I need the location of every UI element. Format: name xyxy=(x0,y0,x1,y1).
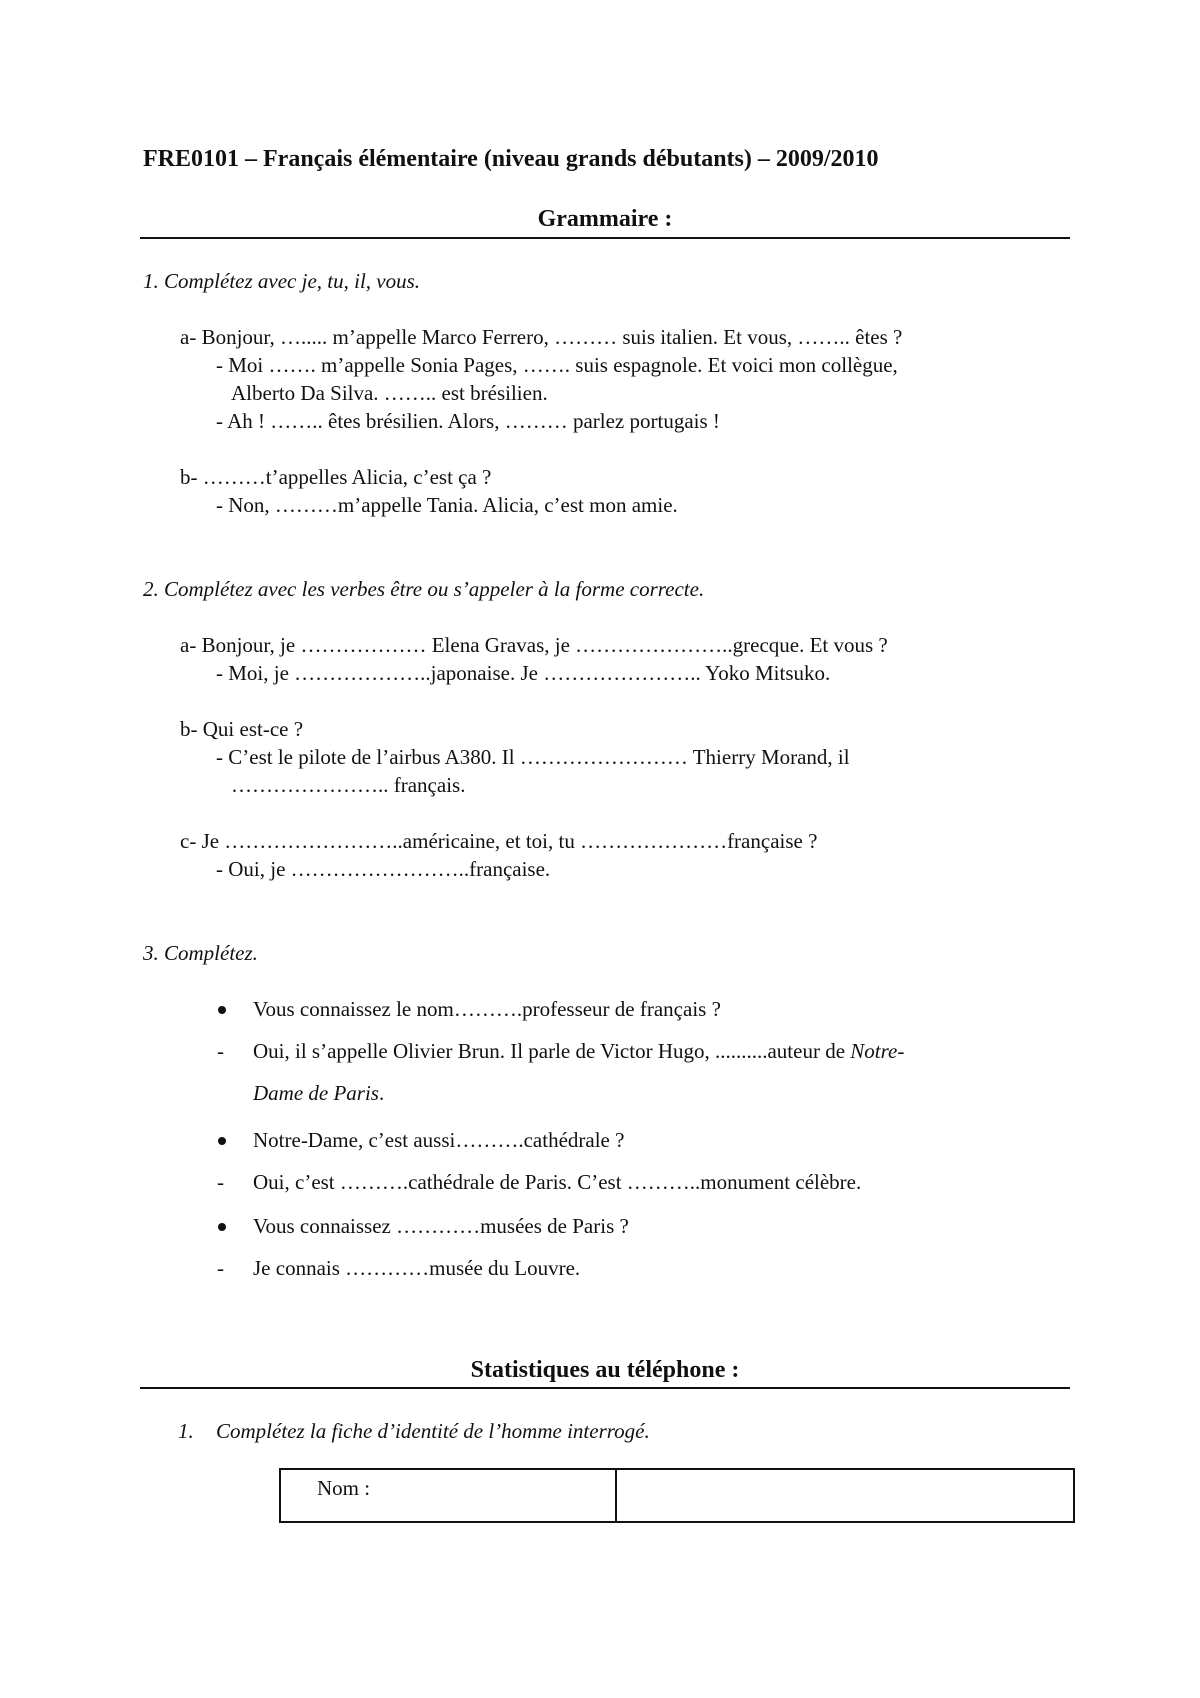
bullet-icon xyxy=(218,1006,226,1014)
ex3-item-5: Vous connaissez …………musées de Paris ? xyxy=(253,1214,629,1238)
dash-marker: - xyxy=(217,1039,224,1063)
ex3-item-2-italic: Notre- xyxy=(850,1039,905,1063)
bullet-icon xyxy=(218,1137,226,1145)
table-row xyxy=(280,1469,1074,1522)
ex2-line-a2: - Moi, je ………………..japonaise. Je ………………….. Yoko Mitsuko. xyxy=(216,661,831,685)
ex2-line-c: c- Je ……………………..américaine, et toi, tu …………………française ? xyxy=(180,829,818,853)
statistiques-rule xyxy=(140,1387,1070,1389)
ex1-line-b: b- ………t’appelles Alicia, c’est ça ? xyxy=(180,465,492,489)
ex3-item-3: Notre-Dame, c’est aussi……….cathédrale ? xyxy=(253,1128,625,1152)
ex3-item-2-cont-italic: Dame de Paris xyxy=(253,1081,379,1105)
ex1-line-b2: - Non, ………m’appelle Tania. Alicia, c’est mon amie. xyxy=(216,493,678,517)
document-title: FRE0101 – Français élémentaire (niveau grands débutants) – 2009/2010 xyxy=(143,146,879,172)
ex2-instruction: 2. Complétez avec les verbes être ou s’appeler à la forme correcte. xyxy=(143,577,705,601)
ex3-instruction: 3. Complétez. xyxy=(143,941,258,965)
ex3-item-1: Vous connaissez le nom……….professeur de français ? xyxy=(253,997,721,1021)
ex2-line-a: a- Bonjour, je ……………… Elena Gravas, je …………………..grecque. Et vous ? xyxy=(180,633,888,657)
grammaire-heading: Grammaire : xyxy=(537,206,673,232)
bullet-icon xyxy=(218,1223,226,1231)
identity-form-table xyxy=(279,1468,1075,1523)
grammaire-rule xyxy=(140,237,1070,239)
ex3-item-4: Oui, c’est ……….cathédrale de Paris. C’est ………..monument célèbre. xyxy=(253,1170,862,1194)
nom-label-cell: Nom : xyxy=(280,1469,616,1522)
dash-marker: - xyxy=(217,1256,224,1280)
ex1-line-a3: Alberto Da Silva. …….. est brésilien. xyxy=(231,381,548,405)
ex2-line-c2: - Oui, je ……………………..française. xyxy=(216,857,551,881)
ex3-item-2-cont-after: . xyxy=(378,1081,385,1105)
ex1-line-a4: - Ah ! …….. êtes brésilien. Alors, ……… parlez portugais ! xyxy=(216,409,720,433)
ex3-item-2-cont xyxy=(253,1081,384,1106)
ex2-line-b: b- Qui est-ce ? xyxy=(180,717,304,741)
statistiques-heading: Statistiques au téléphone : xyxy=(470,1357,740,1383)
ex2-line-b3: ………………….. français. xyxy=(231,773,466,797)
ex3-item-6: Je connais …………musée du Louvre. xyxy=(253,1256,581,1280)
ex1-line-a2: - Moi ……. m’appelle Sonia Pages, ……. suis espagnole. Et voici mon collègue, xyxy=(216,353,898,377)
stat-ex1-instruction: Complétez la fiche d’identité de l’homme interrogé. xyxy=(216,1419,650,1443)
ex3-item-2-text: Oui, il s’appelle Olivier Brun. Il parle de Victor Hugo, ..........auteur de xyxy=(253,1039,851,1063)
nom-value-cell[interactable] xyxy=(616,1469,1074,1522)
dash-marker: - xyxy=(217,1170,224,1194)
stat-ex1-number: 1. xyxy=(178,1419,194,1443)
ex3-item-2 xyxy=(253,1039,904,1064)
ex2-line-b2: - C’est le pilote de l’airbus A380. Il …………………… Thierry Morand, il xyxy=(216,745,850,769)
ex1-line-a: a- Bonjour, …..... m’appelle Marco Ferrero, ……… suis italien. Et vous, …….. êtes ? xyxy=(180,325,903,349)
ex1-instruction: 1. Complétez avec je, tu, il, vous. xyxy=(143,269,421,293)
